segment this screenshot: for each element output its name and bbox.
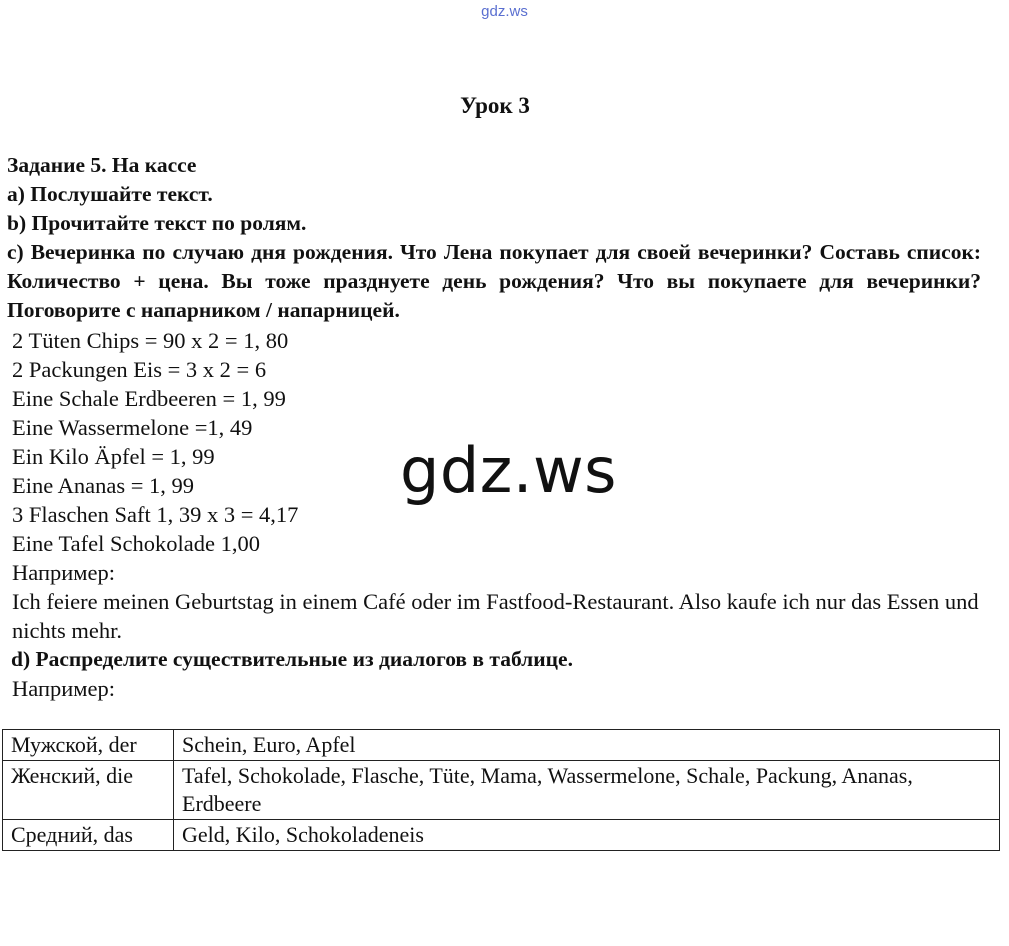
table-row bbox=[3, 761, 1000, 820]
task-item-b: b) Прочитайте текст по ролям. bbox=[7, 211, 307, 235]
task-heading: Задание 5. На кассе bbox=[7, 153, 197, 177]
noun-gender-table bbox=[2, 729, 1000, 851]
gender-cell: Мужской, der bbox=[3, 730, 174, 761]
watermark-logo: gdz.ws bbox=[400, 434, 617, 507]
shopping-list-item: Eine Wassermelone =1, 49 bbox=[12, 415, 253, 440]
gender-cell: Женский, die bbox=[3, 761, 174, 820]
nouns-cell: Schein, Euro, Apfel bbox=[174, 730, 1000, 761]
task-item-c: c) Вечеринка по случаю дня рождения. Что Лена покупает для своей вечеринки? Составь список: Количество + цена. Вы тоже празднуете день рождения? Что вы покупаете для вечеринки? Поговорите с напарником / напарницей. bbox=[7, 240, 981, 322]
table-row bbox=[3, 730, 1000, 761]
shopping-list-item: 2 Packungen Eis = 3 x 2 = 6 bbox=[12, 357, 267, 382]
table-row bbox=[3, 820, 1000, 851]
shopping-list-item: Eine Schale Erdbeeren = 1, 99 bbox=[12, 386, 286, 411]
lesson-title: Урок 3 bbox=[460, 93, 530, 118]
task-item-a: a) Послушайте текст. bbox=[7, 182, 213, 206]
example-label: Например: bbox=[12, 560, 115, 585]
shopping-list-item: 3 Flaschen Saft 1, 39 x 3 = 4,17 bbox=[12, 502, 299, 527]
task-instructions bbox=[7, 151, 981, 325]
shopping-list-item: 2 Tüten Chips = 90 x 2 = 1, 80 bbox=[12, 328, 289, 353]
task-item-d: d) Распределите существительные из диалогов в таблице. bbox=[11, 647, 573, 671]
answer-block bbox=[12, 326, 997, 703]
shopping-list-item: Eine Ananas = 1, 99 bbox=[12, 473, 195, 498]
site-watermark-top[interactable]: gdz.ws bbox=[481, 3, 528, 20]
nouns-cell: Tafel, Schokolade, Flasche, Tüte, Mama, Wassermelone, Schale, Packung, Ananas, Erdbeere bbox=[174, 761, 1000, 820]
example-text: Ich feiere meinen Geburtstag in einem Café oder im Fastfood-Restaurant. Also kaufe ich nur das Essen und nichts mehr. bbox=[12, 589, 979, 643]
nouns-cell: Geld, Kilo, Schokoladeneis bbox=[174, 820, 1000, 851]
shopping-list-item: Eine Tafel Schokolade 1,00 bbox=[12, 531, 260, 556]
example-label-second: Например: bbox=[12, 676, 115, 701]
gender-cell: Средний, das bbox=[3, 820, 174, 851]
shopping-list-item: Ein Kilo Äpfel = 1, 99 bbox=[12, 444, 215, 469]
